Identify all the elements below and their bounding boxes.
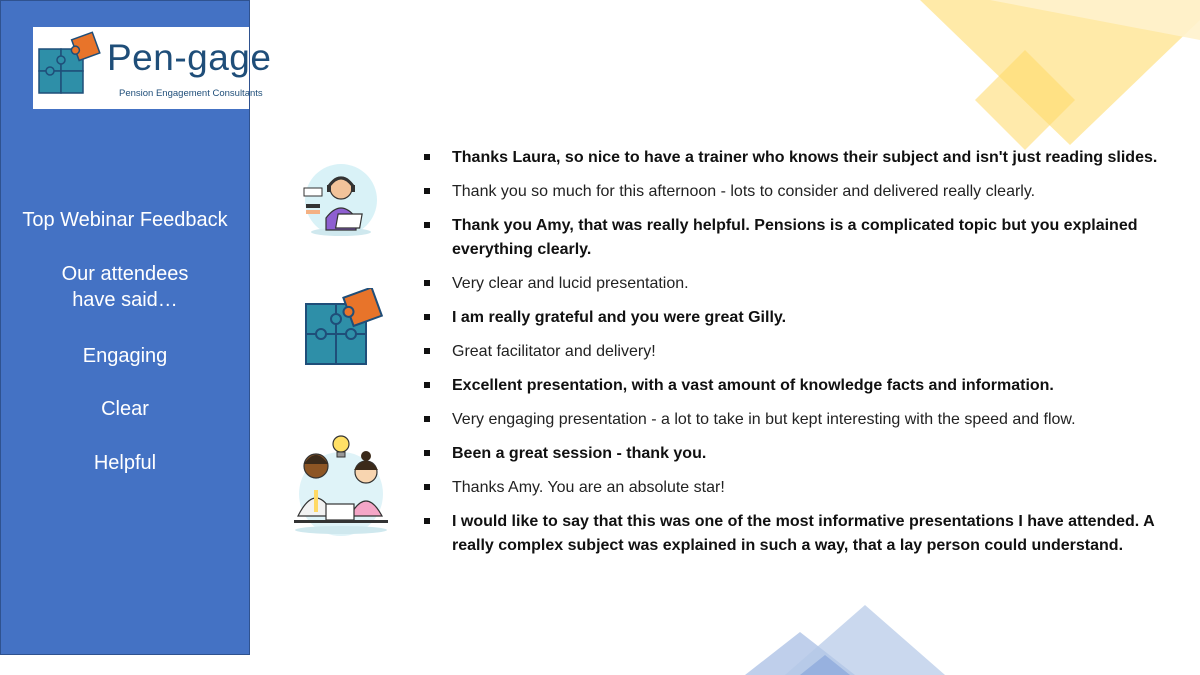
team-idea-icon bbox=[286, 432, 396, 536]
feedback-text: I would like to say that this was one of the most informative presentations I have attended. A really complex subject was explained in such a way, that a lay person could understand. bbox=[452, 513, 1155, 554]
feedback-item bbox=[424, 442, 1184, 466]
puzzle-pieces-icon bbox=[37, 31, 103, 101]
feedback-item bbox=[424, 374, 1184, 398]
company-logo bbox=[33, 27, 272, 109]
logo-tagline: Pension Engagement Consultants bbox=[119, 88, 263, 99]
bullet-marker bbox=[424, 450, 430, 456]
bullet-marker bbox=[424, 416, 430, 422]
feedback-text: I am really grateful and you were great Gilly. bbox=[452, 309, 787, 326]
bullet-marker bbox=[424, 188, 430, 194]
feedback-item bbox=[424, 306, 1184, 330]
feedback-text: Great facilitator and delivery! bbox=[452, 343, 656, 360]
logo-wordmark: Pen-gage bbox=[107, 37, 272, 78]
sidebar-title: Top Webinar Feedback bbox=[22, 209, 228, 231]
keyword-clear: Clear bbox=[101, 398, 149, 420]
headset-trainer-icon bbox=[296, 158, 380, 242]
feedback-item bbox=[424, 476, 1184, 500]
feedback-text: Thank you Amy, that was really helpful. Pensions is a complicated topic but you explained everything clearly. bbox=[452, 217, 1138, 258]
feedback-item bbox=[424, 408, 1184, 432]
decorative-yellow-shapes bbox=[900, 0, 1200, 160]
keyword-engaging: Engaging bbox=[82, 345, 168, 367]
feedback-list bbox=[424, 146, 1184, 568]
feedback-item bbox=[424, 340, 1184, 364]
feedback-item bbox=[424, 146, 1184, 170]
bullet-marker bbox=[424, 348, 430, 354]
feedback-text: Thanks Laura, so nice to have a trainer who knows their subject and isn't just reading slides. bbox=[452, 149, 1158, 166]
bullet-marker bbox=[424, 382, 430, 388]
feedback-item bbox=[424, 214, 1184, 262]
bullet-marker bbox=[424, 518, 430, 524]
bullet-marker bbox=[424, 484, 430, 490]
bullet-marker bbox=[424, 314, 430, 320]
feedback-text: Excellent presentation, with a vast amount of knowledge facts and information. bbox=[452, 377, 1054, 394]
feedback-text: Thank you so much for this afternoon - lots to consider and delivered really clearly. bbox=[452, 183, 1036, 200]
feedback-text: Been a great session - thank you. bbox=[452, 445, 707, 462]
feedback-item bbox=[424, 510, 1184, 558]
feedback-text: Very clear and lucid presentation. bbox=[452, 275, 689, 292]
feedback-item bbox=[424, 180, 1184, 204]
keyword-helpful: Helpful bbox=[93, 452, 157, 474]
feedback-text: Thanks Amy. You are an absolute star! bbox=[452, 479, 725, 496]
decorative-blue-shapes bbox=[745, 600, 950, 675]
bullet-marker bbox=[424, 154, 430, 160]
sidebar-subtitle: Our attendees have said… bbox=[61, 263, 189, 311]
bullet-marker bbox=[424, 280, 430, 286]
feedback-text: Very engaging presentation - a lot to take in but kept interesting with the speed and flow. bbox=[452, 411, 1076, 428]
bullet-marker bbox=[424, 222, 430, 228]
feedback-item bbox=[424, 272, 1184, 296]
puzzle-pieces-icon bbox=[300, 288, 384, 372]
